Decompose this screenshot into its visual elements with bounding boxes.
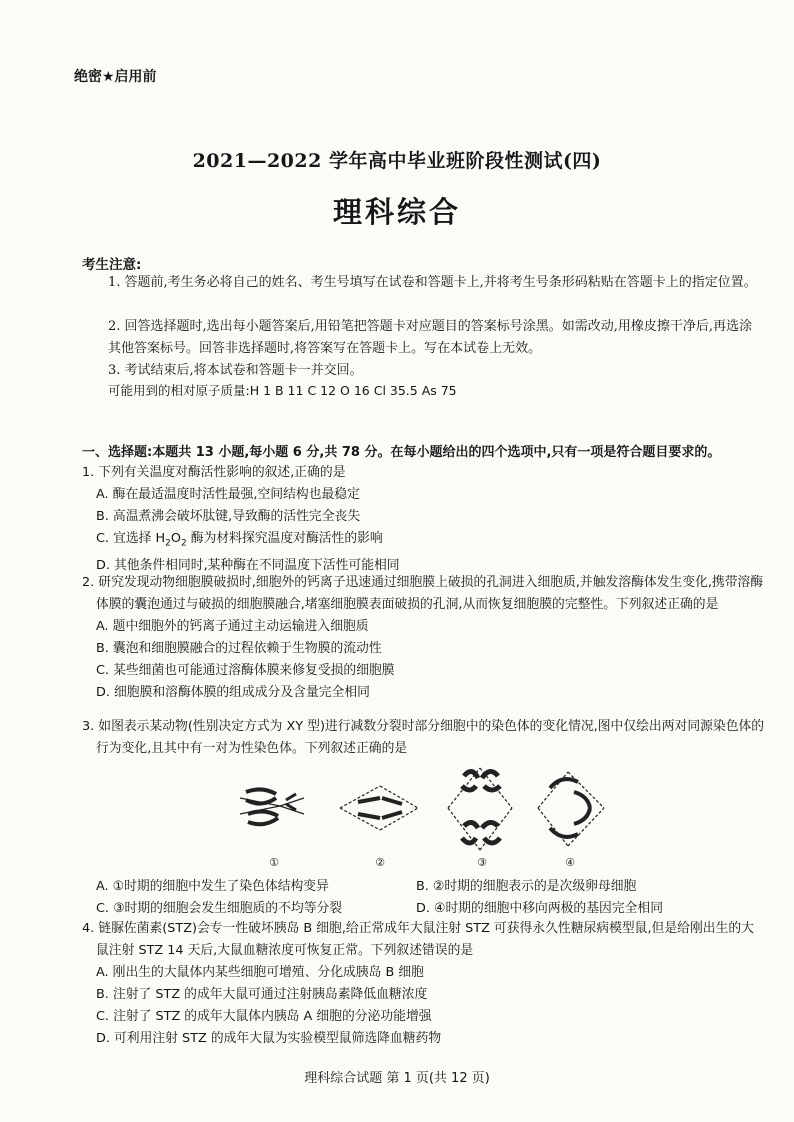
notice-item-2: 2. 回答选择题时,选出每小题答案后,用铅笔把答题卡对应题目的答案标号涂黑。如需改动,用橡皮擦干净后,再选涂其他答案标号。回答非选择题时,将答案写在答题卡上。写在本试卷上无效。 [108,319,753,356]
subject-title: 理科综合 [332,195,461,229]
option-b: B. ②时期的细胞表示的是次级卵母细胞 [416,879,637,894]
option-d: D. 可利用注射 STZ 的成年大鼠为实验模型鼠筛选降血糖药物 [96,1031,442,1046]
options-row-2 [82,898,766,920]
option-b: B. 囊泡和细胞膜融合的过程依赖于生物膜的流动性 [96,641,382,656]
page-footer: 理科综合试题 第 1 页(共 12 页) [304,1071,490,1086]
question-stem: 4. 链脲佐菌素(STZ)会专一性破坏胰岛 B 细胞,给正常成年大鼠注射 STZ 可获得永久性糖尿病模型鼠,但是给刚出生的大鼠注射 STZ 14 天后,大鼠血糖浓度可恢复正常。下列叙述错误的是 [82,921,754,958]
section-heading: 一、选择题:本题共 13 小题,每小题 6 分,共 78 分。在每小题给出的四个选项中,只有一项是符合题目要求的。 [82,445,721,460]
atomic-masses: 可能用到的相对原子质量:H 1 B 11 C 12 O 16 Cl 35.5 As 75 [108,383,457,398]
figure-label-3: ③ [477,856,487,869]
option-b: B. 注射了 STZ 的成年大鼠可通过注射胰岛素降低血糖浓度 [96,987,428,1002]
figure-label-1: ① [269,856,279,869]
option-a: A. 刚出生的大鼠体内某些细胞可增殖、分化成胰岛 B 细胞 [96,965,424,980]
notice-item-1: 1. 答题前,考生务必将自己的姓名、考生号填写在试卷和答题卡上,并将考生号条形码粘贴在答题卡上的指定位置。 [108,275,757,290]
option-b: B. 高温煮沸会破坏肽键,导致酶的活性完全丧失 [96,509,361,524]
question-2 [82,572,766,704]
cell-3-anaphase [448,768,512,850]
option-d: D. 其他条件相同时,某种酶在不同温度下活性可能相同 [96,557,400,573]
question-stem: 1. 下列有关温度对酶活性影响的叙述,正确的是 [82,465,346,480]
option-c: C. 某些细菌也可能通过溶酶体膜来修复受损的细胞膜 [96,663,395,678]
option-a: A. 酶在最适温度时活性最强,空间结构也最稳定 [96,487,360,502]
option-d: D. ④时期的细胞中移向两极的基因完全相同 [416,901,664,916]
meiosis-figure [232,764,612,870]
question-4 [82,918,766,1050]
question-stem: 2. 研究发现动物细胞膜破损时,细胞外的钙离子迅速通过细胞膜上破损的孔洞进入细胞质,并触发溶酶体发生变化,携带溶酶体膜的囊泡通过与破损的细胞膜融合,堵塞细胞膜表面破损的孔洞,从而恢复细胞膜的完整性。下列叙述正确的是 [82,575,764,612]
option-d: D. 细胞膜和溶酶体膜的组成成分及含量完全相同 [96,685,370,700]
figure-label-4: ④ [565,856,575,869]
option-c: C. ③时期的细胞会发生细胞质的不均等分裂 [96,901,343,916]
option-a: A. 题中细胞外的钙离子通过主动运输进入细胞质 [96,619,369,634]
question-1 [82,462,766,577]
option-a: A. ①时期的细胞中发生了染色体结构变异 [96,879,329,894]
option-c: C. 宜选择 $H_2O_2$ 酶为材料探究温度对酶活性的影响 [96,531,383,549]
secret-label: 绝密★启用前 [74,69,157,85]
notice-item-3: 3. 考试结束后,将本试卷和答题卡一并交回。 [108,363,363,378]
cell-1-synapsis [240,789,304,824]
figure-label-2: ② [375,856,385,869]
option-c: C. 注射了 STZ 的成年大鼠体内胰岛 A 细胞的分泌功能增强 [96,1009,432,1024]
exam-title: 2021—2022 学年高中毕业班阶段性测试(四) [192,150,602,172]
notice-heading: 考生注意: [82,257,142,273]
options-row-1 [82,876,766,898]
cell-2-metaphase [340,786,418,830]
question-stem: 3. 如图表示某动物(性别决定方式为 XY 型)进行减数分裂时部分细胞中的染色体的变化情况,图中仅绘出两对同源染色体的行为变化,且其中有一对为性染色体。下列叙述正确的是 [82,719,765,756]
